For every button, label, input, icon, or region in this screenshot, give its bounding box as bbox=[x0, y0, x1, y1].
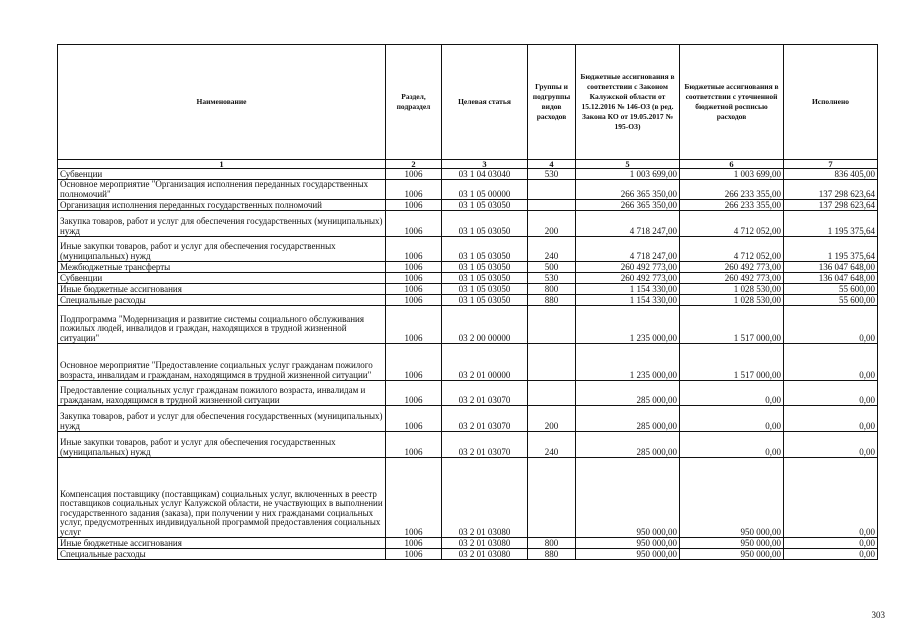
row-law-amount: 1 003 699,00 bbox=[576, 169, 680, 180]
row-name: Основное мероприятие "Организация исполнения переданных государственных полномочий" bbox=[58, 180, 386, 200]
row-section: 1006 bbox=[386, 458, 442, 538]
budget-table bbox=[57, 44, 878, 560]
table-row bbox=[58, 180, 878, 200]
table-row bbox=[58, 262, 878, 273]
row-target: 03 1 05 03050 bbox=[442, 237, 528, 262]
row-section: 1006 bbox=[386, 549, 442, 560]
row-executed-amount: 0,00 bbox=[784, 538, 878, 549]
row-section: 1006 bbox=[386, 344, 442, 381]
table-row bbox=[58, 344, 878, 381]
row-name: Иные закупки товаров, работ и услуг для обеспечения государственных (муниципальных) нужд bbox=[58, 432, 386, 458]
column-number: 5 bbox=[576, 160, 680, 169]
row-group bbox=[528, 306, 576, 344]
row-group: 200 bbox=[528, 211, 576, 237]
table-row bbox=[58, 284, 878, 295]
row-group: 240 bbox=[528, 432, 576, 458]
table-body bbox=[58, 169, 878, 560]
table-row bbox=[58, 237, 878, 262]
table-row bbox=[58, 306, 878, 344]
row-name: Компенсация поставщику (поставщикам) социальных услуг, включенных в реестр поставщиков социальных услуг Калужской области, не участвующих в выполнении государственного задания (заказа), при получении у них гражданами социальных услуг, предусмотренных индивидуальной программой предоставления социальных услуг bbox=[58, 458, 386, 538]
table-row bbox=[58, 406, 878, 432]
row-name: Организация исполнения переданных государственных полномочий bbox=[58, 200, 386, 211]
row-section: 1006 bbox=[386, 381, 442, 406]
header-name: Наименование bbox=[58, 45, 386, 160]
header-executed: Исполнено bbox=[784, 45, 878, 160]
row-name: Предоставление социальных услуг гражданам пожилого возраста, инвалидам и гражданам, находящимся в трудной жизненной ситуации bbox=[58, 381, 386, 406]
row-refined-amount: 1 517 000,00 bbox=[680, 344, 784, 381]
table-row bbox=[58, 538, 878, 549]
row-target: 03 1 05 03050 bbox=[442, 200, 528, 211]
row-refined-amount: 950 000,00 bbox=[680, 458, 784, 538]
row-section: 1006 bbox=[386, 284, 442, 295]
row-refined-amount: 4 712 052,00 bbox=[680, 237, 784, 262]
row-target: 03 2 01 03080 bbox=[442, 549, 528, 560]
row-law-amount: 260 492 773,00 bbox=[576, 262, 680, 273]
row-target: 03 2 01 03070 bbox=[442, 406, 528, 432]
row-executed-amount: 0,00 bbox=[784, 381, 878, 406]
row-refined-amount: 266 233 355,00 bbox=[680, 200, 784, 211]
row-group: 500 bbox=[528, 262, 576, 273]
row-section: 1006 bbox=[386, 169, 442, 180]
column-number: 3 bbox=[442, 160, 528, 169]
row-refined-amount: 0,00 bbox=[680, 381, 784, 406]
row-name: Иные бюджетные ассигнования bbox=[58, 538, 386, 549]
page-number: 303 bbox=[871, 610, 885, 620]
column-number: 2 bbox=[386, 160, 442, 169]
row-law-amount: 1 154 330,00 bbox=[576, 295, 680, 306]
row-name: Основное мероприятие "Предоставление социальных услуг гражданам пожилого возраста, инвалидам и гражданам, находящимся в трудной жизненной ситуации" bbox=[58, 344, 386, 381]
row-law-amount: 285 000,00 bbox=[576, 381, 680, 406]
row-group bbox=[528, 180, 576, 200]
row-name: Закупка товаров, работ и услуг для обеспечения государственных (муниципальных) нужд bbox=[58, 211, 386, 237]
row-executed-amount: 136 047 648,00 bbox=[784, 273, 878, 284]
row-law-amount: 1 154 330,00 bbox=[576, 284, 680, 295]
row-section: 1006 bbox=[386, 180, 442, 200]
table-row bbox=[58, 273, 878, 284]
row-refined-amount: 950 000,00 bbox=[680, 538, 784, 549]
row-name: Подпрограмма "Модернизация и развитие системы социального обслуживания пожилых людей, инвалидов и граждан, находящихся в трудной жизненной ситуации" bbox=[58, 306, 386, 344]
row-executed-amount: 0,00 bbox=[784, 344, 878, 381]
row-group bbox=[528, 458, 576, 538]
row-law-amount: 4 718 247,00 bbox=[576, 237, 680, 262]
row-refined-amount: 1 003 699,00 bbox=[680, 169, 784, 180]
header-group: Группы и подгруппы видов расходов bbox=[528, 45, 576, 160]
row-law-amount: 285 000,00 bbox=[576, 406, 680, 432]
table-row bbox=[58, 381, 878, 406]
header-row bbox=[58, 45, 878, 160]
row-section: 1006 bbox=[386, 406, 442, 432]
row-group bbox=[528, 381, 576, 406]
table-row bbox=[58, 169, 878, 180]
row-target: 03 2 00 00000 bbox=[442, 306, 528, 344]
row-executed-amount: 1 195 375,64 bbox=[784, 211, 878, 237]
row-executed-amount: 0,00 bbox=[784, 458, 878, 538]
row-law-amount: 1 235 000,00 bbox=[576, 344, 680, 381]
row-law-amount: 950 000,00 bbox=[576, 538, 680, 549]
row-refined-amount: 1 028 530,00 bbox=[680, 284, 784, 295]
row-section: 1006 bbox=[386, 306, 442, 344]
table-row bbox=[58, 458, 878, 538]
row-target: 03 2 01 03070 bbox=[442, 432, 528, 458]
row-section: 1006 bbox=[386, 273, 442, 284]
row-group bbox=[528, 200, 576, 211]
table-row bbox=[58, 211, 878, 237]
row-law-amount: 950 000,00 bbox=[576, 458, 680, 538]
row-section: 1006 bbox=[386, 262, 442, 273]
column-number: 7 bbox=[784, 160, 878, 169]
row-section: 1006 bbox=[386, 538, 442, 549]
row-executed-amount: 137 298 623,64 bbox=[784, 200, 878, 211]
row-section: 1006 bbox=[386, 295, 442, 306]
column-number: 6 bbox=[680, 160, 784, 169]
row-target: 03 1 04 03040 bbox=[442, 169, 528, 180]
row-law-amount: 266 365 350,00 bbox=[576, 180, 680, 200]
row-executed-amount: 136 047 648,00 bbox=[784, 262, 878, 273]
row-section: 1006 bbox=[386, 237, 442, 262]
row-refined-amount: 4 712 052,00 bbox=[680, 211, 784, 237]
row-group: 800 bbox=[528, 284, 576, 295]
row-law-amount: 1 235 000,00 bbox=[576, 306, 680, 344]
row-name: Иные закупки товаров, работ и услуг для обеспечения государственных (муниципальных) нужд bbox=[58, 237, 386, 262]
row-refined-amount: 0,00 bbox=[680, 432, 784, 458]
row-target: 03 2 01 03080 bbox=[442, 458, 528, 538]
table-row bbox=[58, 200, 878, 211]
row-refined-amount: 260 492 773,00 bbox=[680, 262, 784, 273]
row-section: 1006 bbox=[386, 432, 442, 458]
row-refined-amount: 1 028 530,00 bbox=[680, 295, 784, 306]
row-name: Специальные расходы bbox=[58, 549, 386, 560]
row-refined-amount: 1 517 000,00 bbox=[680, 306, 784, 344]
row-name: Специальные расходы bbox=[58, 295, 386, 306]
row-target: 03 1 05 00000 bbox=[442, 180, 528, 200]
row-refined-amount: 0,00 bbox=[680, 406, 784, 432]
row-law-amount: 266 365 350,00 bbox=[576, 200, 680, 211]
row-executed-amount: 836 405,00 bbox=[784, 169, 878, 180]
row-target: 03 2 01 03070 bbox=[442, 381, 528, 406]
row-target: 03 1 05 03050 bbox=[442, 295, 528, 306]
row-section: 1006 bbox=[386, 200, 442, 211]
row-name: Субвенции bbox=[58, 169, 386, 180]
row-refined-amount: 266 233 355,00 bbox=[680, 180, 784, 200]
row-target: 03 2 01 00000 bbox=[442, 344, 528, 381]
column-number: 1 bbox=[58, 160, 386, 169]
row-executed-amount: 0,00 bbox=[784, 432, 878, 458]
row-executed-amount: 0,00 bbox=[784, 549, 878, 560]
row-target: 03 1 05 03050 bbox=[442, 211, 528, 237]
column-number: 4 bbox=[528, 160, 576, 169]
row-executed-amount: 0,00 bbox=[784, 306, 878, 344]
row-group: 800 bbox=[528, 538, 576, 549]
table-row bbox=[58, 549, 878, 560]
header-target: Целевая статья bbox=[442, 45, 528, 160]
row-law-amount: 285 000,00 bbox=[576, 432, 680, 458]
row-target: 03 2 01 03080 bbox=[442, 538, 528, 549]
header-law-allocations: Бюджетные ассигнования в соответствии с Законом Калужской области от 15.12.2016 № 146-ОЗ (в ред. Закона КО от 19.05.2017 № 195-ОЗ) bbox=[576, 45, 680, 160]
header-section: Раздел, подраздел bbox=[386, 45, 442, 160]
row-refined-amount: 260 492 773,00 bbox=[680, 273, 784, 284]
row-name: Закупка товаров, работ и услуг для обеспечения государственных (муниципальных) нужд bbox=[58, 406, 386, 432]
table-row bbox=[58, 432, 878, 458]
row-name: Субвенции bbox=[58, 273, 386, 284]
row-group: 200 bbox=[528, 406, 576, 432]
row-group: 240 bbox=[528, 237, 576, 262]
row-group: 530 bbox=[528, 169, 576, 180]
row-executed-amount: 137 298 623,64 bbox=[784, 180, 878, 200]
row-name: Иные бюджетные ассигнования bbox=[58, 284, 386, 295]
row-section: 1006 bbox=[386, 211, 442, 237]
row-executed-amount: 55 600,00 bbox=[784, 284, 878, 295]
row-target: 03 1 05 03050 bbox=[442, 273, 528, 284]
row-target: 03 1 05 03050 bbox=[442, 284, 528, 295]
row-executed-amount: 1 195 375,64 bbox=[784, 237, 878, 262]
table-row bbox=[58, 295, 878, 306]
header-refined-allocations: Бюджетные ассигнования в соответствии с уточненной бюджетной росписью расходов bbox=[680, 45, 784, 160]
row-executed-amount: 55 600,00 bbox=[784, 295, 878, 306]
row-group bbox=[528, 344, 576, 381]
row-name: Межбюджетные трансферты bbox=[58, 262, 386, 273]
row-group: 880 bbox=[528, 549, 576, 560]
row-group: 530 bbox=[528, 273, 576, 284]
row-refined-amount: 950 000,00 bbox=[680, 549, 784, 560]
column-number-row bbox=[58, 160, 878, 169]
row-law-amount: 4 718 247,00 bbox=[576, 211, 680, 237]
row-law-amount: 950 000,00 bbox=[576, 549, 680, 560]
row-target: 03 1 05 03050 bbox=[442, 262, 528, 273]
row-group: 880 bbox=[528, 295, 576, 306]
row-executed-amount: 0,00 bbox=[784, 406, 878, 432]
row-law-amount: 260 492 773,00 bbox=[576, 273, 680, 284]
